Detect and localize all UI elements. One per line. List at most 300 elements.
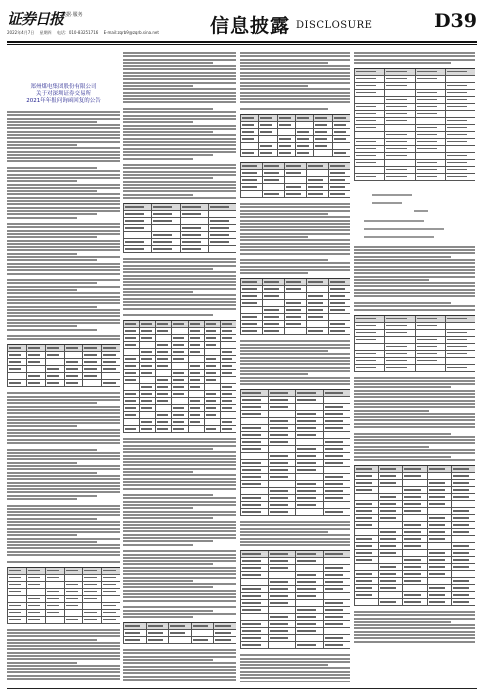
table-cell [241, 621, 269, 628]
text-line [354, 269, 475, 271]
text-line [7, 642, 120, 644]
table-cell [205, 426, 221, 433]
table-cell [221, 349, 236, 356]
table-cell [205, 370, 221, 377]
text-line [123, 265, 236, 267]
text-line [7, 210, 120, 212]
text-line [7, 217, 77, 219]
table-cell [241, 122, 259, 129]
table-cell [403, 508, 427, 515]
table-cell [241, 558, 269, 565]
table-cell [152, 239, 180, 246]
text-line [7, 236, 97, 238]
table-cell [296, 642, 324, 649]
text-line [354, 449, 475, 451]
table-cell [241, 115, 259, 122]
table-cell [324, 495, 351, 502]
table-cell [333, 129, 350, 136]
table-cell [124, 342, 140, 349]
text-line [354, 400, 475, 402]
table-cell [324, 439, 351, 446]
text-line [7, 190, 97, 192]
table-cell [241, 293, 263, 300]
table-cell [385, 365, 415, 372]
table-cell [172, 419, 188, 426]
table-cell [307, 293, 329, 300]
text-line [240, 654, 350, 656]
table-cell [379, 515, 403, 522]
text-line [123, 288, 236, 290]
text-line [240, 246, 350, 248]
table-cell [156, 370, 172, 377]
text-line [240, 108, 328, 110]
table-cell [403, 487, 427, 494]
table-cell [314, 122, 332, 129]
table-cell [221, 419, 236, 426]
table-cell [285, 300, 307, 307]
table-cell [140, 363, 156, 370]
text-line [7, 422, 120, 424]
table-cell [241, 314, 263, 321]
text-line [7, 416, 120, 418]
table-cell [269, 467, 297, 474]
table-cell [8, 610, 27, 617]
text-line [354, 302, 451, 304]
table-cell [355, 97, 385, 104]
table-cell [205, 412, 221, 419]
text-line [123, 514, 236, 516]
text-line [123, 75, 236, 77]
table-cell [241, 404, 269, 411]
table-cell [385, 97, 415, 104]
column-1 [7, 52, 120, 682]
text-line [240, 82, 350, 84]
table-cell [263, 184, 285, 191]
table-cell [192, 623, 215, 630]
issue-date: 2022年4月7日 [7, 30, 35, 35]
text-line [123, 268, 213, 270]
table-cell [307, 177, 329, 184]
text-line [123, 95, 236, 97]
table-cell [446, 118, 475, 125]
table-cell [355, 132, 385, 139]
table-cell [428, 536, 452, 543]
text-line [7, 322, 120, 324]
table-cell [241, 509, 269, 516]
text-line [7, 263, 120, 265]
text-line [7, 551, 120, 553]
table-cell [140, 321, 156, 328]
table-cell [333, 143, 350, 150]
table-cell [263, 307, 285, 314]
text-line [7, 240, 120, 242]
text-line [354, 442, 475, 444]
table-cell [124, 426, 140, 433]
text-line [240, 101, 350, 103]
table-cell [181, 225, 209, 232]
text-line [123, 471, 193, 473]
table-cell [385, 69, 415, 76]
text-line [123, 88, 236, 90]
table-cell [241, 453, 269, 460]
text-line [123, 583, 236, 585]
table-cell [324, 474, 351, 481]
table-cell [269, 642, 297, 649]
table-cell [27, 380, 46, 387]
text-line [354, 637, 475, 639]
table-cell [189, 321, 205, 328]
table-cell [46, 582, 65, 589]
text-line [240, 370, 350, 372]
table-cell [324, 621, 351, 628]
text-line [7, 648, 120, 650]
table-cell [27, 359, 46, 366]
text-line [7, 256, 120, 258]
table-cell [83, 373, 102, 380]
table-cell [452, 487, 475, 494]
table-cell [221, 321, 236, 328]
table-cell [269, 558, 297, 565]
table-cell [296, 607, 324, 614]
text-line [7, 273, 120, 275]
text-line [7, 658, 120, 660]
table-cell [46, 589, 65, 596]
table-cell [314, 143, 332, 150]
text-line [7, 184, 120, 186]
text-line [240, 521, 350, 523]
table-cell [403, 564, 427, 571]
table-cell [83, 568, 102, 575]
table-cell [124, 225, 152, 232]
table-cell [189, 426, 205, 433]
text-line [354, 416, 475, 418]
table-cell [259, 115, 277, 122]
table-cell [329, 314, 350, 321]
text-line [7, 495, 97, 497]
data-table [240, 162, 350, 198]
text-line [7, 409, 120, 411]
table-cell [241, 642, 269, 649]
table-cell [269, 565, 297, 572]
table-cell [65, 589, 84, 596]
text-line [354, 282, 475, 284]
table-cell [124, 391, 140, 398]
text-line [240, 377, 350, 379]
table-cell [428, 494, 452, 501]
table-cell [8, 366, 27, 373]
body-text [123, 258, 236, 316]
table-cell [355, 344, 385, 351]
table-cell [446, 111, 475, 118]
table-cell [329, 293, 350, 300]
table-cell [172, 405, 188, 412]
table-cell [8, 603, 27, 610]
table-cell [205, 342, 221, 349]
table-cell [416, 132, 446, 139]
table-cell [452, 494, 475, 501]
text-line [354, 627, 475, 629]
table-cell [385, 351, 415, 358]
text-line [7, 511, 120, 513]
text-line [240, 105, 350, 107]
table-cell [65, 373, 84, 380]
table-cell [189, 412, 205, 419]
footer-rule [7, 688, 477, 689]
text-line [7, 488, 120, 490]
table-cell [152, 246, 180, 253]
table-cell [296, 446, 324, 453]
table-cell [446, 167, 475, 174]
table-cell [324, 411, 351, 418]
text-line [123, 451, 236, 453]
table-cell [156, 405, 172, 412]
table-cell [355, 76, 385, 83]
table-cell [241, 418, 269, 425]
table-cell [324, 502, 351, 509]
table-cell [181, 239, 209, 246]
text-line [7, 286, 120, 288]
table-cell [221, 398, 236, 405]
text-line [7, 485, 120, 487]
table-cell [269, 607, 297, 614]
page-number: D39 [434, 10, 477, 32]
table-cell [324, 558, 351, 565]
table-cell [452, 508, 475, 515]
text-line [354, 452, 475, 454]
text-line [123, 291, 193, 293]
table-cell [214, 637, 236, 644]
text-line [354, 403, 475, 405]
text-line [7, 675, 120, 677]
table-cell [333, 122, 350, 129]
table-cell [102, 366, 120, 373]
text-line [240, 671, 350, 673]
text-line [123, 652, 236, 654]
table-cell [385, 167, 415, 174]
text-line [7, 121, 97, 123]
table-cell [307, 170, 329, 177]
table-cell [307, 191, 329, 198]
text-line [123, 455, 236, 457]
table-cell [355, 529, 379, 536]
table-cell [83, 596, 102, 603]
text-line [7, 299, 120, 301]
text-line [7, 547, 120, 549]
text-line [123, 144, 236, 146]
text-line [240, 667, 350, 669]
table-cell [428, 487, 452, 494]
text-line [123, 474, 236, 476]
table-cell [156, 391, 172, 398]
text-line [123, 181, 236, 183]
text-line [123, 121, 193, 123]
table-cell [296, 460, 324, 467]
text-line [123, 131, 213, 133]
text-line [7, 306, 97, 308]
text-line [354, 396, 475, 398]
body-text [354, 377, 475, 461]
table-cell [172, 328, 188, 335]
text-line [7, 131, 120, 133]
text-line [123, 590, 236, 592]
table-cell [269, 579, 297, 586]
text-line [354, 386, 451, 388]
text-line [240, 380, 350, 382]
text-line [240, 531, 328, 533]
text-line [240, 353, 350, 355]
data-table [123, 622, 236, 644]
table-cell [124, 204, 152, 211]
table-cell [307, 328, 329, 335]
text-line [123, 501, 236, 503]
text-line [123, 62, 213, 64]
table-cell [241, 614, 269, 621]
text-line [7, 180, 77, 182]
text-line [7, 518, 97, 520]
table-cell [379, 585, 403, 592]
table-cell [8, 380, 27, 387]
table-cell [27, 617, 46, 624]
table-cell [172, 370, 188, 377]
table-cell [27, 568, 46, 575]
table-cell [355, 330, 385, 337]
table-cell [296, 635, 324, 642]
table-cell [263, 321, 285, 328]
table-cell [355, 564, 379, 571]
table-cell [329, 300, 350, 307]
data-table [240, 389, 350, 516]
text-line [123, 478, 236, 480]
table-cell [263, 314, 285, 321]
text-line [123, 540, 213, 542]
table-cell [355, 111, 385, 118]
text-line [240, 262, 350, 264]
text-line [354, 383, 475, 385]
table-cell [241, 150, 259, 157]
table-cell [355, 69, 385, 76]
text-line [123, 184, 236, 186]
text-line [123, 458, 236, 460]
text-line [7, 160, 120, 162]
table-cell [172, 342, 188, 349]
table-cell [192, 630, 215, 637]
text-line [123, 154, 213, 156]
table-cell [205, 419, 221, 426]
table-cell [452, 578, 475, 585]
table-cell [296, 418, 324, 425]
table-cell [296, 411, 324, 418]
text-line [240, 213, 328, 215]
table-cell [241, 572, 269, 579]
table-cell [263, 286, 285, 293]
text-line [123, 679, 236, 681]
text-line [354, 377, 475, 379]
table-cell [452, 529, 475, 536]
table-cell [46, 603, 65, 610]
table-cell [428, 557, 452, 564]
table-cell [205, 321, 221, 328]
text-line [7, 137, 120, 139]
table-cell [416, 323, 446, 330]
text-line [123, 570, 236, 572]
text-line [123, 613, 236, 615]
table-cell [278, 143, 296, 150]
newspaper-logo: 证券日报 [7, 10, 64, 28]
table-cell [416, 153, 446, 160]
table-cell [102, 345, 120, 352]
table-cell [189, 398, 205, 405]
table-cell [416, 146, 446, 153]
table-cell [124, 321, 140, 328]
table-cell [355, 351, 385, 358]
table-cell [269, 600, 297, 607]
table-cell [296, 425, 324, 432]
table-cell [379, 508, 403, 515]
table-cell [124, 328, 140, 335]
table-cell [428, 529, 452, 536]
table-cell [259, 143, 277, 150]
table-cell [314, 136, 332, 143]
text-line [7, 505, 120, 507]
text-line [354, 289, 475, 291]
text-line [354, 279, 429, 281]
table-cell [296, 502, 324, 509]
text-line [354, 419, 475, 421]
text-line [354, 292, 475, 294]
text-line [123, 78, 236, 80]
table-cell [269, 390, 297, 397]
text-line [7, 338, 120, 340]
text-line [240, 236, 308, 238]
table-cell [379, 550, 403, 557]
text-line [240, 88, 350, 90]
table-cell [102, 582, 120, 589]
text-line [7, 111, 120, 113]
table-cell [379, 494, 403, 501]
text-line [7, 329, 97, 331]
table-cell [124, 356, 140, 363]
text-line [123, 171, 236, 173]
text-line [7, 462, 77, 464]
text-line [354, 393, 475, 395]
text-line [123, 65, 236, 67]
text-line [123, 441, 236, 443]
table-cell [156, 342, 172, 349]
table-cell [385, 104, 415, 111]
table-cell [296, 390, 324, 397]
table-cell [355, 515, 379, 522]
table-cell [65, 568, 84, 575]
table-cell [416, 337, 446, 344]
text-line [354, 249, 475, 251]
table-cell [83, 582, 102, 589]
table-cell [355, 146, 385, 153]
text-line [7, 147, 120, 149]
table-cell [446, 160, 475, 167]
text-line [7, 521, 120, 523]
text-line [240, 357, 350, 359]
table-cell [102, 568, 120, 575]
text-line [123, 141, 236, 143]
text-line [7, 230, 120, 232]
text-line [7, 177, 120, 179]
table-cell [355, 337, 385, 344]
table-cell [324, 453, 351, 460]
text-line [7, 325, 77, 327]
table-cell [156, 363, 172, 370]
column-2 [123, 52, 236, 682]
text-line [240, 344, 350, 346]
